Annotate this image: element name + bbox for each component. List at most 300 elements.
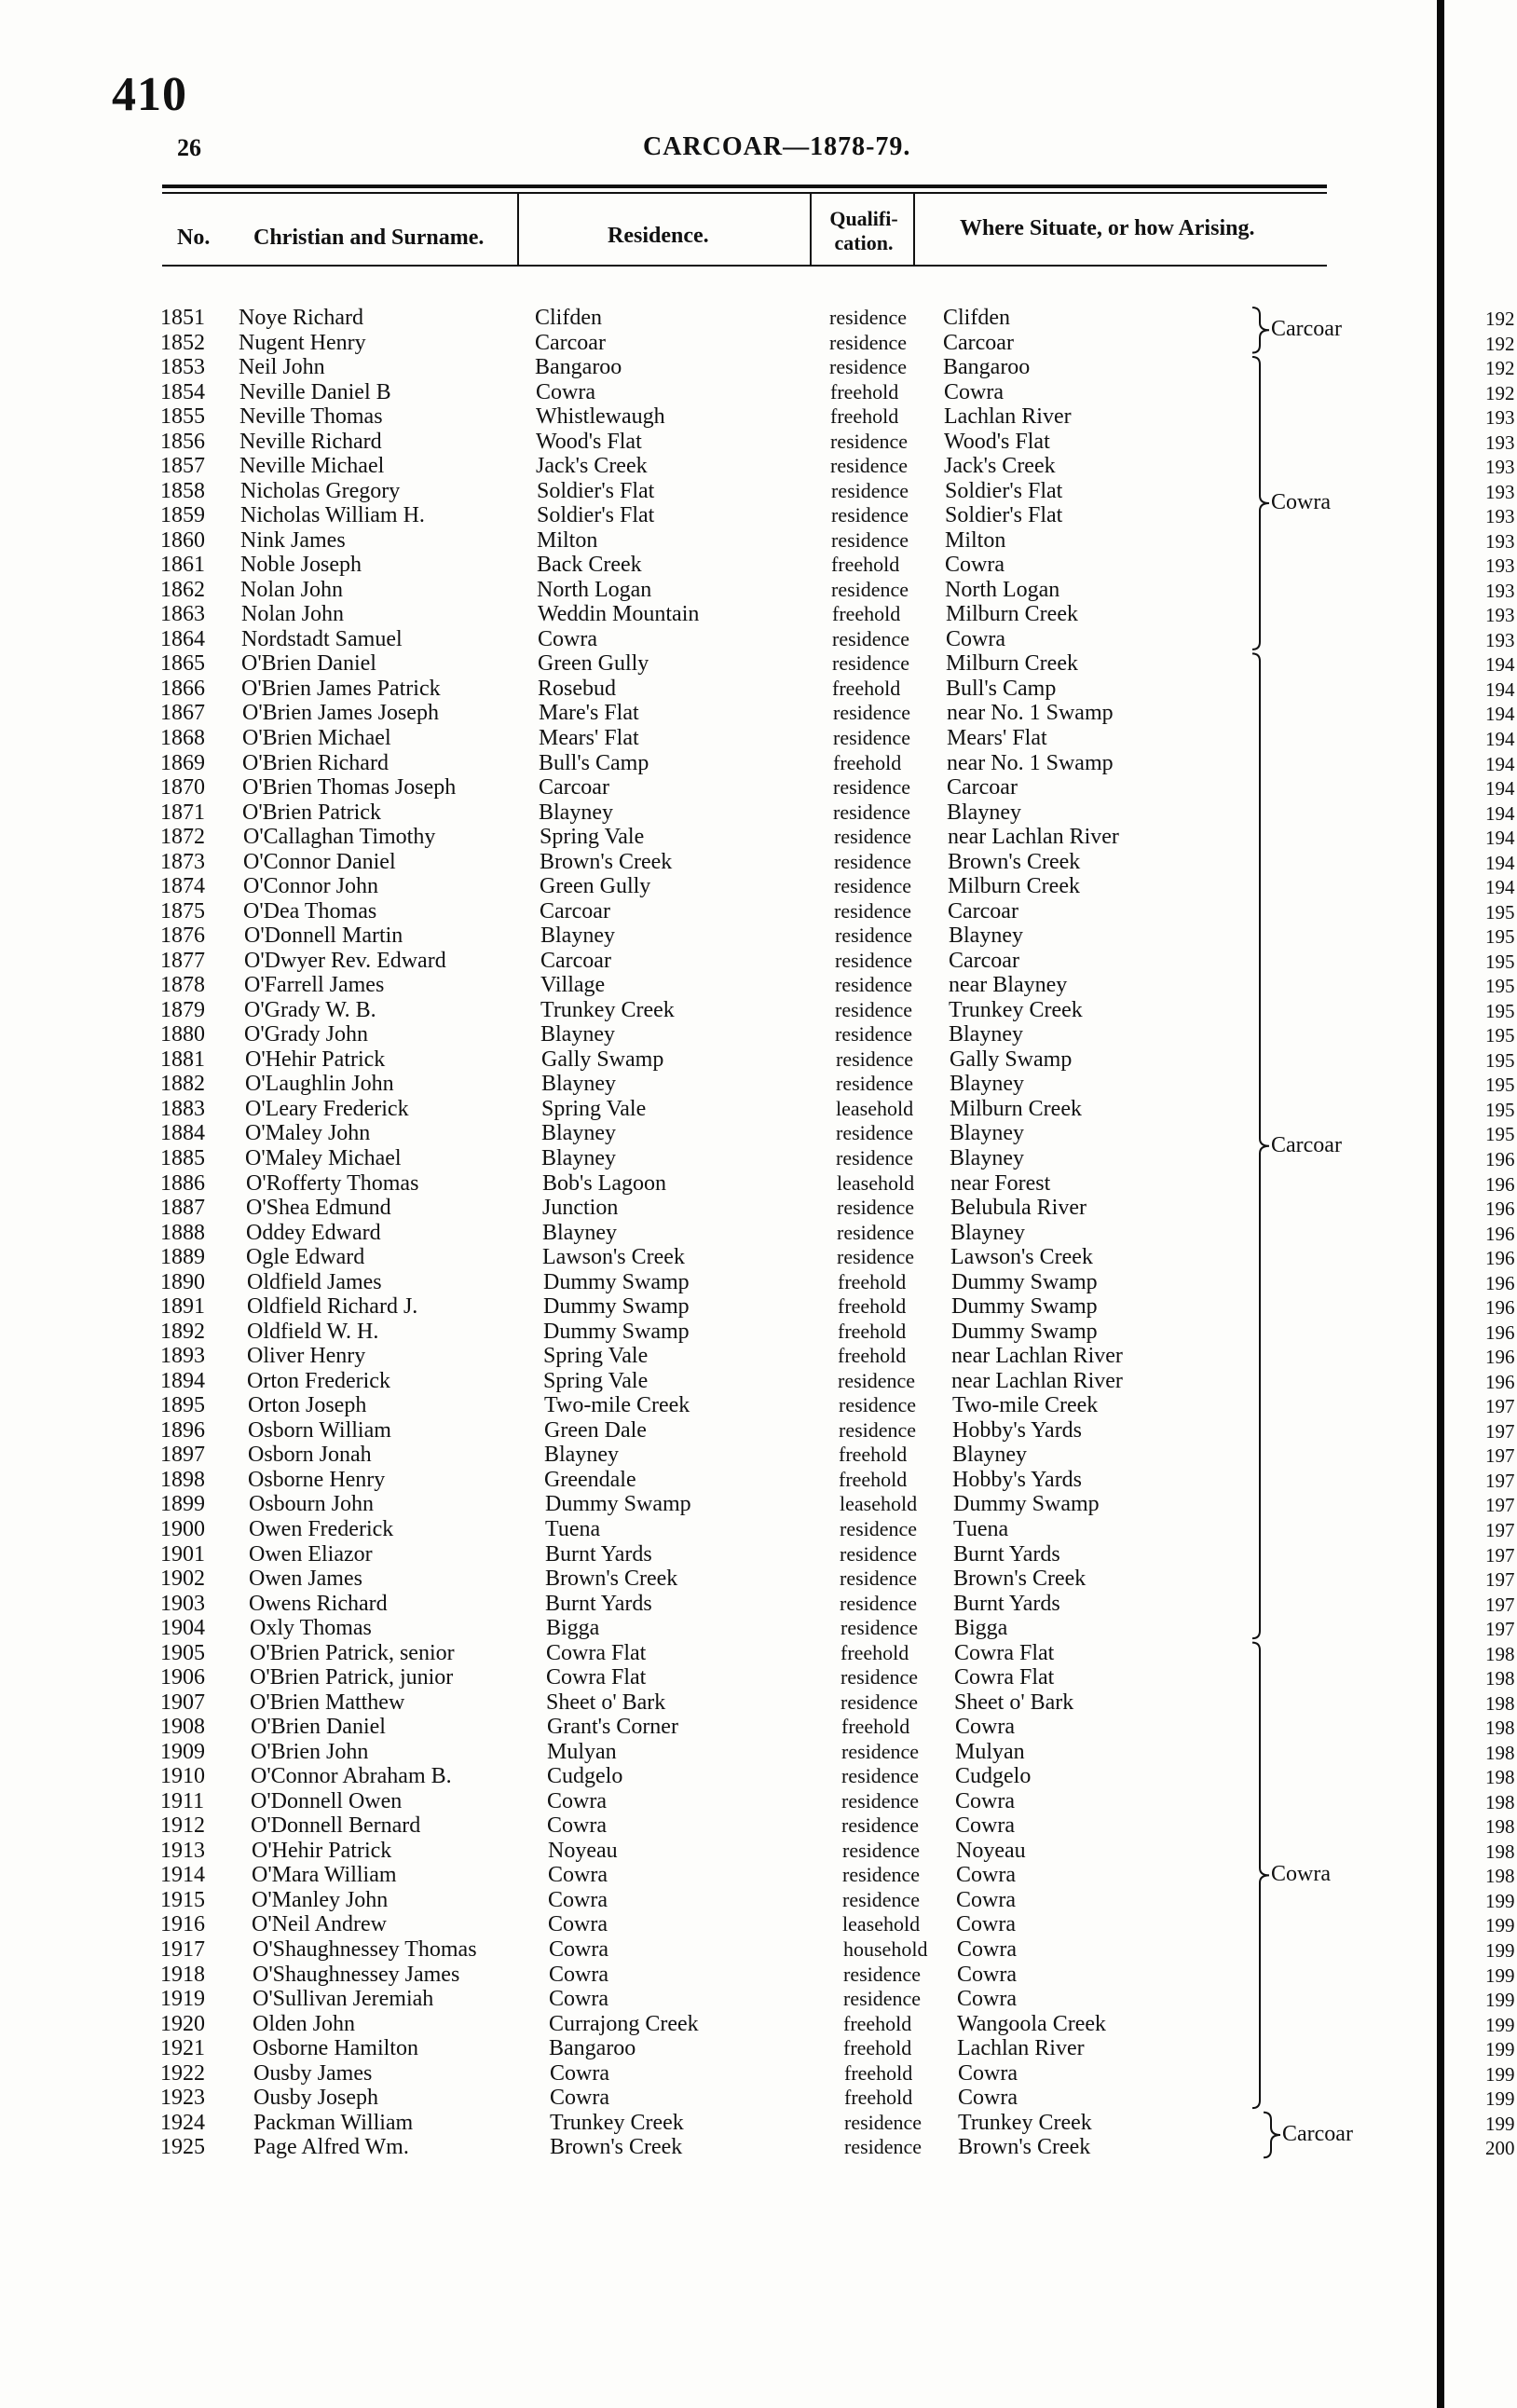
- group-brace: [1252, 308, 1269, 353]
- entry-residence: North Logan: [537, 577, 652, 602]
- entry-qualification: residence: [841, 1739, 920, 1763]
- entry-where: Cowra Flat: [954, 1640, 1055, 1665]
- adjacent-entry-number: 193: [1485, 628, 1515, 651]
- entry-residence: Soldier's Flat: [537, 478, 655, 503]
- entry-where: Blayney: [950, 1121, 1024, 1146]
- entry-qualification: residence: [829, 306, 908, 329]
- adjacent-entry-number: 196: [1485, 1247, 1515, 1270]
- adjacent-entry-number: 194: [1485, 801, 1515, 825]
- adjacent-entry-number: 198: [1485, 1691, 1515, 1715]
- entry-number: 1925: [160, 2135, 205, 2160]
- entry-residence: Blayney: [541, 1121, 616, 1146]
- entry-number: 1899: [160, 1492, 205, 1517]
- entry-residence: Dummy Swamp: [543, 1294, 690, 1320]
- adjacent-entry-number: 196: [1485, 1346, 1515, 1369]
- entry-residence: Burnt Yards: [545, 1591, 652, 1616]
- entry-where: Soldier's Flat: [945, 503, 1063, 528]
- entry-residence: Soldier's Flat: [537, 503, 655, 528]
- entry-where: Lawson's Creek: [950, 1245, 1093, 1270]
- entry-qualification: freehold: [832, 602, 901, 626]
- adjacent-entry-number: 196: [1485, 1172, 1515, 1196]
- entry-residence: Green Gully: [538, 651, 649, 677]
- entry-number: 1870: [160, 775, 205, 800]
- entry-residence: Blayney: [540, 924, 615, 949]
- adjacent-entry-number: 199: [1485, 1938, 1515, 1962]
- entry-qualification: residence: [835, 924, 913, 948]
- entry-qualification: freehold: [843, 2011, 912, 2035]
- entry-number: 1879: [160, 997, 205, 1022]
- entry-qualification: leasehold: [840, 1492, 918, 1516]
- entry-number: 1913: [160, 1838, 205, 1863]
- entry-number: 1885: [160, 1146, 205, 1171]
- entry-residence: Green Gully: [540, 874, 651, 899]
- entry-name: Osborne Henry: [248, 1467, 386, 1492]
- entry-number: 1895: [160, 1393, 205, 1418]
- entry-qualification: residence: [835, 948, 913, 972]
- entry-residence: Cowra: [547, 1813, 607, 1839]
- entry-residence: Cowra: [548, 1887, 608, 1912]
- entry-residence: Brown's Creek: [545, 1567, 678, 1592]
- adjacent-entry-number: 199: [1485, 2013, 1515, 2036]
- entry-where: near Blayney: [949, 973, 1068, 998]
- column-header-qualification-line2: cation.: [834, 231, 894, 254]
- entry-number: 1860: [160, 527, 205, 553]
- adjacent-entry-number: 195: [1485, 1123, 1515, 1146]
- entry-residence: Dummy Swamp: [545, 1492, 691, 1517]
- entry-qualification: freehold: [831, 553, 900, 577]
- entry-qualification: residence: [831, 577, 909, 601]
- entry-where: Bigga: [954, 1616, 1008, 1641]
- entry-residence: Mears' Flat: [539, 726, 639, 750]
- entry-where: Hobby's Yards: [952, 1467, 1083, 1492]
- entry-where: Mulyan: [955, 1739, 1025, 1764]
- entry-number: 1922: [160, 2060, 205, 2086]
- entry-qualification: freehold: [838, 1319, 907, 1343]
- group-brace: [1252, 1643, 1269, 2109]
- entry-qualification: residence: [838, 1368, 916, 1392]
- entry-residence: Blayney: [540, 1022, 615, 1047]
- entry-residence: Gally Swamp: [541, 1047, 664, 1072]
- entry-qualification: freehold: [843, 2036, 912, 2060]
- entry-residence: Cowra Flat: [546, 1665, 647, 1690]
- entry-where: Cowra: [955, 1715, 1015, 1740]
- entry-where: Soldier's Flat: [945, 478, 1063, 503]
- entry-residence: Carcoar: [539, 775, 609, 800]
- entry-residence: Bull's Camp: [539, 750, 649, 775]
- adjacent-entry-number: 196: [1485, 1222, 1515, 1245]
- entry-number: 1910: [160, 1764, 205, 1789]
- entry-residence: Dummy Swamp: [543, 1319, 690, 1344]
- entry-name: Oldfield Richard J.: [247, 1294, 418, 1320]
- entry-where: Lachlan River: [957, 2036, 1085, 2061]
- adjacent-entry-number: 194: [1485, 653, 1515, 677]
- entry-where: Cowra: [956, 1863, 1016, 1888]
- entry-qualification: freehold: [833, 750, 902, 774]
- entry-number: 1901: [160, 1541, 205, 1567]
- entry-residence: Burnt Yards: [545, 1541, 652, 1567]
- entry-where: near No. 1 Swamp: [947, 701, 1114, 726]
- entry-name: Oldfield James: [247, 1269, 382, 1294]
- entry-where: Milburn Creek: [948, 874, 1080, 899]
- entry-qualification: residence: [829, 355, 908, 379]
- group-label: Carcoar: [1282, 2121, 1353, 2146]
- entry-qualification: residence: [835, 973, 913, 997]
- entry-number: 1852: [160, 330, 205, 355]
- adjacent-entry-number: 197: [1485, 1419, 1515, 1443]
- entry-residence: Spring Vale: [540, 825, 645, 850]
- entry-where: Brown's Creek: [948, 849, 1081, 874]
- adjacent-entry-number: 197: [1485, 1518, 1515, 1541]
- adjacent-entry-number: 195: [1485, 925, 1515, 949]
- entry-qualification: residence: [837, 1196, 915, 1220]
- adjacent-entry-number: 192: [1485, 357, 1515, 380]
- entry-name: O'Brien Thomas Joseph: [242, 775, 457, 800]
- entry-name: Ogle Edward: [246, 1245, 365, 1270]
- entry-number: 1867: [160, 701, 205, 726]
- entry-number: 1861: [160, 553, 205, 578]
- entry-where: Lachlan River: [944, 404, 1072, 430]
- entry-qualification: residence: [844, 2135, 922, 2159]
- adjacent-entry-number: 198: [1485, 1642, 1515, 1665]
- entry-number: 1914: [160, 1863, 205, 1888]
- entry-where: Jack's Creek: [944, 454, 1056, 479]
- entry-number: 1920: [160, 2011, 205, 2036]
- entry-where: Carcoar: [943, 330, 1014, 355]
- entry-where: Cowra: [958, 2060, 1018, 2086]
- entry-qualification: residence: [836, 1121, 914, 1145]
- adjacent-entry-number: 193: [1485, 554, 1515, 578]
- entry-residence: Cowra: [549, 1936, 608, 1962]
- entry-qualification: freehold: [844, 2060, 913, 2085]
- entry-qualification: residence: [835, 997, 913, 1021]
- entry-number: 1854: [160, 379, 205, 404]
- group-brace: [1252, 653, 1269, 1638]
- entry-number: 1873: [160, 849, 205, 874]
- adjacent-entry-number: 197: [1485, 1543, 1515, 1567]
- entry-name: Olden John: [253, 2011, 355, 2036]
- adjacent-entry-number: 195: [1485, 1024, 1515, 1047]
- entry-where: Blayney: [950, 1146, 1024, 1171]
- entry-residence: Spring Vale: [543, 1368, 649, 1393]
- entry-qualification: residence: [839, 1417, 917, 1442]
- entry-where: Dummy Swamp: [951, 1269, 1098, 1294]
- adjacent-entry-number: 199: [1485, 1989, 1515, 2012]
- adjacent-entry-number: 197: [1485, 1469, 1515, 1492]
- entry-where: Blayney: [952, 1443, 1027, 1468]
- entry-number: 1866: [160, 676, 205, 701]
- entry-number: 1890: [160, 1269, 205, 1294]
- entry-number: 1886: [160, 1170, 205, 1196]
- entry-name: Osborn William: [248, 1417, 391, 1443]
- entry-number: 1858: [160, 478, 205, 503]
- entry-where: Brown's Creek: [958, 2135, 1091, 2160]
- entry-name: Noble Joseph: [240, 553, 362, 578]
- entry-name: Packman William: [253, 2110, 414, 2135]
- entry-name: O'Brien James Joseph: [242, 701, 439, 726]
- entry-qualification: residence: [837, 1245, 915, 1269]
- entry-name: Neville Michael: [239, 454, 385, 479]
- entry-name: Noye Richard: [239, 306, 363, 330]
- entry-where: Trunkey Creek: [949, 997, 1083, 1022]
- entry-name: O'Brien Daniel: [251, 1715, 386, 1740]
- running-head: CARCOAR—1878-79.: [643, 132, 911, 161]
- entry-where: Carcoar: [947, 775, 1018, 800]
- entry-residence: Milton: [537, 527, 598, 553]
- entry-where: near No. 1 Swamp: [947, 750, 1114, 775]
- entry-residence: Green Dale: [544, 1417, 647, 1443]
- group-label: Cowra: [1271, 1862, 1331, 1887]
- entry-number: 1906: [160, 1665, 205, 1690]
- entry-qualification: residence: [829, 330, 908, 354]
- entry-residence: Cowra: [547, 1788, 607, 1813]
- entry-where: Wood's Flat: [944, 429, 1050, 454]
- adjacent-entry-number: 195: [1485, 975, 1515, 998]
- entry-name: Neville Thomas: [239, 404, 383, 430]
- entry-qualification: residence: [840, 1591, 918, 1615]
- entry-where: Two-mile Creek: [952, 1393, 1099, 1418]
- entry-residence: Noyeau: [548, 1838, 618, 1863]
- entry-residence: Cowra: [550, 2086, 609, 2111]
- entry-name: Osbourn John: [249, 1492, 375, 1517]
- entry-number: 1911: [160, 1788, 205, 1813]
- entry-name: O'Grady John: [244, 1022, 368, 1047]
- entry-number: 1859: [160, 503, 205, 528]
- entry-where: Brown's Creek: [953, 1567, 1086, 1592]
- entry-where: Blayney: [950, 1220, 1025, 1245]
- adjacent-entry-number: 193: [1485, 480, 1515, 503]
- entry-qualification: household: [843, 1936, 928, 1961]
- entry-residence: Lawson's Creek: [542, 1245, 685, 1270]
- entry-where: Cowra: [945, 553, 1004, 578]
- adjacent-entry-number: 193: [1485, 406, 1515, 430]
- entry-number: 1853: [160, 355, 205, 380]
- entry-where: near Forest: [950, 1170, 1051, 1196]
- entry-name: O'Connor John: [243, 874, 378, 899]
- column-header-residence: Residence.: [608, 224, 709, 248]
- entry-qualification: residence: [842, 1887, 921, 1911]
- adjacent-entry-number: 193: [1485, 505, 1515, 528]
- adjacent-entry-number: 196: [1485, 1320, 1515, 1344]
- entry-where: Milburn Creek: [946, 651, 1078, 677]
- entry-where: Blayney: [950, 1072, 1024, 1097]
- entry-qualification: freehold: [838, 1344, 907, 1368]
- entry-where: Cudgelo: [955, 1764, 1032, 1789]
- adjacent-entry-number: 197: [1485, 1444, 1515, 1468]
- entry-qualification: freehold: [830, 379, 899, 404]
- entry-name: Nolan John: [241, 602, 344, 627]
- entry-name: Neil John: [239, 355, 325, 380]
- entry-name: O'Dea Thomas: [243, 898, 377, 924]
- entry-number: 1887: [160, 1196, 205, 1221]
- entry-where: Cowra: [955, 1788, 1015, 1813]
- entry-where: Wangoola Creek: [957, 2011, 1107, 2036]
- entry-name: O'Connor Abraham B.: [251, 1764, 452, 1789]
- entry-number: 1919: [160, 1987, 205, 2012]
- entry-qualification: residence: [833, 775, 911, 800]
- entry-name: O'Donnell Bernard: [251, 1813, 421, 1839]
- adjacent-entry-number: 197: [1485, 1568, 1515, 1592]
- entry-qualification: residence: [830, 429, 909, 453]
- entry-where: Cowra: [957, 1962, 1017, 1987]
- entry-name: O'Donnell Owen: [251, 1788, 403, 1813]
- adjacent-entry-number: 198: [1485, 1741, 1515, 1764]
- entry-residence: Tuena: [545, 1516, 601, 1541]
- entry-qualification: residence: [843, 1987, 922, 2011]
- entry-name: O'Callaghan Timothy: [243, 825, 436, 850]
- entry-number: 1884: [160, 1121, 205, 1146]
- entry-name: O'Laughlin John: [245, 1072, 394, 1097]
- entry-number: 1917: [160, 1936, 205, 1962]
- entry-qualification: residence: [832, 651, 910, 676]
- entry-number: 1881: [160, 1047, 205, 1072]
- entry-residence: Dummy Swamp: [543, 1269, 690, 1294]
- entry-name: Page Alfred Wm.: [253, 2135, 409, 2160]
- entry-where: Burnt Yards: [953, 1591, 1060, 1616]
- entry-qualification: freehold: [832, 676, 901, 700]
- entry-name: O'Neil Andrew: [252, 1912, 387, 1937]
- group-label: Carcoar: [1271, 1132, 1342, 1157]
- entry-number: 1891: [160, 1294, 205, 1320]
- entry-number: 1900: [160, 1516, 205, 1541]
- entry-qualification: residence: [834, 825, 912, 849]
- entry-number: 1868: [160, 726, 205, 750]
- adjacent-entry-number: 199: [1485, 1914, 1515, 1937]
- entry-name: Osborne Hamilton: [253, 2036, 418, 2061]
- entry-name: Oliver Henry: [247, 1344, 366, 1369]
- entry-qualification: leasehold: [836, 1096, 914, 1120]
- entry-name: O'Donnell Martin: [244, 924, 403, 949]
- entry-number: 1909: [160, 1739, 205, 1764]
- entry-number: 1916: [160, 1912, 205, 1937]
- adjacent-entry-number: 199: [1485, 2062, 1515, 2086]
- entry-residence: Two-mile Creek: [544, 1393, 690, 1418]
- adjacent-entry-number: 194: [1485, 777, 1515, 800]
- entry-where: Blayney: [949, 924, 1023, 949]
- entry-where: Cowra: [946, 626, 1005, 651]
- entry-where: Mears' Flat: [947, 726, 1047, 750]
- adjacent-entry-number: 193: [1485, 456, 1515, 479]
- column-header-name: Christian and Surname.: [253, 226, 485, 250]
- entry-name: Nolan John: [240, 577, 343, 602]
- entry-qualification: residence: [833, 800, 911, 824]
- adjacent-entry-number: 197: [1485, 1494, 1515, 1517]
- entry-name: O'Leary Frederick: [245, 1096, 409, 1121]
- entry-qualification: residence: [836, 1047, 914, 1071]
- entry-qualification: residence: [839, 1393, 917, 1417]
- entry-where: Carcoar: [948, 898, 1018, 924]
- entry-qualification: freehold: [840, 1640, 909, 1664]
- entry-name: Ousby James: [253, 2060, 373, 2086]
- adjacent-entry-number: 195: [1485, 950, 1515, 973]
- entry-number: 1921: [160, 2036, 205, 2061]
- entry-where: near Lachlan River: [951, 1344, 1123, 1369]
- entry-qualification: residence: [833, 726, 911, 749]
- entry-residence: Back Creek: [537, 553, 642, 578]
- entry-number: 1862: [160, 577, 205, 602]
- adjacent-entry-number: 198: [1485, 1840, 1515, 1863]
- entry-where: Cowra: [944, 379, 1004, 404]
- entry-where: Trunkey Creek: [958, 2110, 1092, 2135]
- entry-residence: Cowra: [538, 626, 597, 651]
- entry-residence: Wood's Flat: [536, 429, 642, 454]
- adjacent-entry-number: 198: [1485, 1717, 1515, 1740]
- entry-number: 1904: [160, 1616, 205, 1641]
- entry-qualification: residence: [840, 1541, 918, 1566]
- entry-name: O'Manley John: [252, 1887, 389, 1912]
- entry-qualification: freehold: [839, 1443, 908, 1467]
- group-label: Cowra: [1271, 489, 1331, 514]
- entry-name: O'Mara William: [252, 1863, 397, 1888]
- entry-qualification: residence: [840, 1567, 918, 1591]
- entry-number: 1896: [160, 1417, 205, 1443]
- entry-residence: Spring Vale: [541, 1096, 647, 1121]
- entry-where: Cowra: [958, 2086, 1018, 2111]
- entry-residence: Carcoar: [540, 948, 611, 973]
- entry-name: O'Shaughnessey Thomas: [253, 1936, 477, 1962]
- adjacent-entry-number: 196: [1485, 1370, 1515, 1393]
- entry-name: O'Maley Michael: [245, 1146, 402, 1171]
- entry-name: Nugent Henry: [239, 330, 366, 355]
- entry-residence: Sheet o' Bark: [546, 1690, 666, 1715]
- entry-residence: Greendale: [544, 1467, 636, 1492]
- entry-residence: Bangaroo: [535, 355, 622, 380]
- entry-where: near Lachlan River: [948, 825, 1119, 850]
- entry-residence: Blayney: [539, 800, 613, 825]
- adjacent-entry-number: 196: [1485, 1197, 1515, 1221]
- entry-where: Dummy Swamp: [953, 1492, 1100, 1517]
- entry-residence: Mare's Flat: [539, 701, 639, 726]
- entry-name: Oldfield W. H.: [247, 1319, 379, 1344]
- entry-where: Burnt Yards: [953, 1541, 1060, 1567]
- entry-residence: Rosebud: [538, 676, 616, 701]
- entry-name: Owen James: [249, 1567, 362, 1592]
- entry-name: Osborn Jonah: [248, 1443, 372, 1468]
- folio-number: 410: [112, 68, 187, 121]
- entry-number: 1924: [160, 2110, 205, 2135]
- entry-name: Nordstadt Samuel: [241, 626, 403, 651]
- entry-qualification: residence: [835, 1022, 913, 1047]
- entry-number: 1883: [160, 1096, 205, 1121]
- entry-where: Bull's Camp: [946, 676, 1057, 701]
- adjacent-entry-number: 194: [1485, 752, 1515, 775]
- adjacent-entry-number: 194: [1485, 851, 1515, 874]
- entry-name: O'Brien Daniel: [241, 651, 376, 677]
- entry-residence: Carcoar: [535, 330, 606, 355]
- entry-where: Blayney: [947, 800, 1021, 825]
- entry-name: O'Grady W. B.: [244, 997, 376, 1022]
- adjacent-entry-number: 195: [1485, 1074, 1515, 1097]
- entry-residence: Cowra: [536, 379, 595, 404]
- adjacent-entry-number: 192: [1485, 332, 1515, 355]
- entry-number: 1903: [160, 1591, 205, 1616]
- entry-number: 1871: [160, 800, 205, 825]
- entry-name: O'Brien Matthew: [250, 1690, 405, 1715]
- entry-where: Belubula River: [950, 1196, 1086, 1221]
- entry-name: O'Dwyer Rev. Edward: [244, 948, 446, 973]
- entry-residence: Bob's Lagoon: [542, 1170, 666, 1196]
- entry-residence: Grant's Corner: [547, 1715, 678, 1740]
- entry-residence: Village: [540, 973, 606, 998]
- adjacent-entry-number: 198: [1485, 1815, 1515, 1839]
- page-gutter-shadow: [1437, 0, 1444, 2408]
- column-header-where: Where Situate, or how Arising.: [960, 216, 1255, 240]
- entry-qualification: residence: [830, 454, 909, 478]
- entry-qualification: residence: [844, 2110, 922, 2134]
- adjacent-entry-number: 198: [1485, 1766, 1515, 1789]
- entry-number: 1863: [160, 602, 205, 627]
- adjacent-entry-number: 195: [1485, 1098, 1515, 1121]
- entry-number: 1882: [160, 1072, 205, 1097]
